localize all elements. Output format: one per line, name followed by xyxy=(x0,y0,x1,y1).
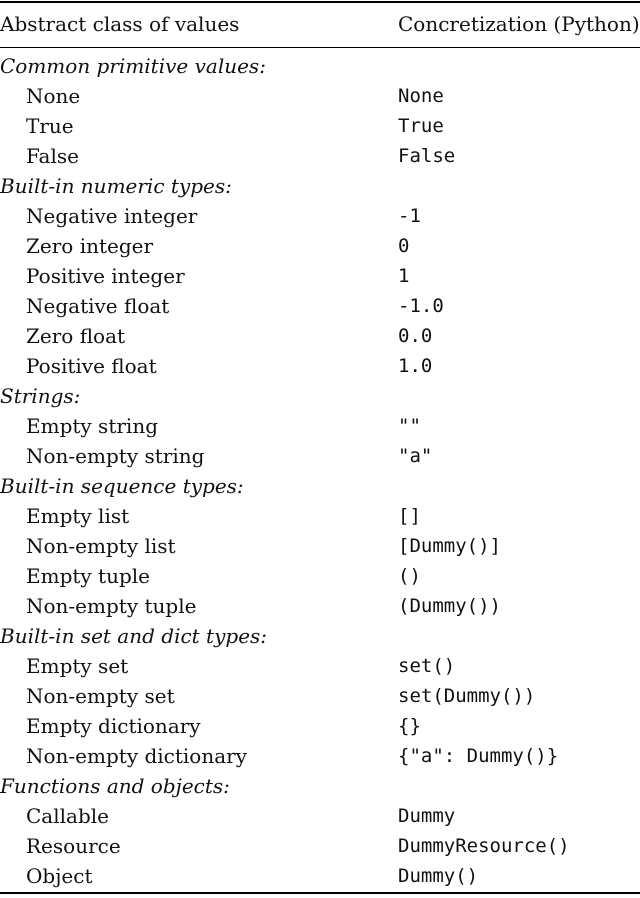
python-concretization-code: -1 xyxy=(398,205,421,227)
python-concretization-code: DummyResource() xyxy=(398,835,570,857)
table-bottom-rule xyxy=(0,892,640,894)
table-row xyxy=(0,291,640,321)
python-concretization-code: () xyxy=(398,565,421,587)
python-concretization-code: (Dummy()) xyxy=(398,595,501,617)
value-class-label: Negative integer xyxy=(26,204,198,228)
table-header-rule xyxy=(0,47,640,48)
python-concretization-code: Dummy xyxy=(398,805,456,827)
value-class-label: Callable xyxy=(26,804,109,828)
table-top-rule xyxy=(0,1,640,3)
python-concretization-code: None xyxy=(398,85,444,107)
category-row xyxy=(0,51,640,81)
table-row xyxy=(0,591,640,621)
table-row xyxy=(0,861,640,891)
python-concretization-code: True xyxy=(398,115,444,137)
value-class-label: Positive float xyxy=(26,354,157,378)
value-class-label: Negative float xyxy=(26,294,170,318)
value-class-label: Zero integer xyxy=(26,234,154,258)
table-row xyxy=(0,801,640,831)
value-class-label: Empty dictionary xyxy=(26,714,201,738)
python-concretization-code: -1.0 xyxy=(398,295,444,317)
value-class-label: Non-empty list xyxy=(26,534,176,558)
table-row xyxy=(0,711,640,741)
table-row xyxy=(0,441,640,471)
category-row xyxy=(0,621,640,651)
table-row xyxy=(0,141,640,171)
table-row xyxy=(0,261,640,291)
value-class-label: None xyxy=(26,84,81,108)
python-concretization-code: 1 xyxy=(398,265,410,287)
table-row xyxy=(0,831,640,861)
table-row xyxy=(0,681,640,711)
python-concretization-code: 0 xyxy=(398,235,410,257)
value-class-label: Empty set xyxy=(26,654,129,678)
table-row xyxy=(0,81,640,111)
value-class-label: Non-empty dictionary xyxy=(26,744,248,768)
category-title: Common primitive values: xyxy=(0,54,266,78)
table-row xyxy=(0,741,640,771)
value-class-label: Empty tuple xyxy=(26,564,151,588)
value-class-label: Object xyxy=(26,864,93,888)
python-concretization-code: {"a": Dummy()} xyxy=(398,745,559,767)
category-title: Built-in set and dict types: xyxy=(0,624,268,648)
python-concretization-code: [] xyxy=(398,505,421,527)
python-concretization-code: 1.0 xyxy=(398,355,433,377)
python-concretization-code: Dummy() xyxy=(398,865,479,887)
category-row xyxy=(0,171,640,201)
header-col-abstract-class: Abstract class of values xyxy=(0,12,240,36)
table-row xyxy=(0,651,640,681)
table-row xyxy=(0,111,640,141)
value-class-label: Non-empty string xyxy=(26,444,205,468)
table-row xyxy=(0,501,640,531)
value-class-label: True xyxy=(26,114,74,138)
python-concretization-code: 0.0 xyxy=(398,325,433,347)
table-row xyxy=(0,411,640,441)
table-row xyxy=(0,351,640,381)
python-concretization-code: set() xyxy=(398,655,456,677)
python-concretization-code: "" xyxy=(398,415,421,437)
value-class-label: Non-empty tuple xyxy=(26,594,197,618)
python-concretization-code: {} xyxy=(398,715,421,737)
python-concretization-code: set(Dummy()) xyxy=(398,685,536,707)
category-title: Built-in sequence types: xyxy=(0,474,244,498)
table-row xyxy=(0,321,640,351)
category-title: Built-in numeric types: xyxy=(0,174,232,198)
category-row xyxy=(0,381,640,411)
table-row xyxy=(0,201,640,231)
table-row xyxy=(0,561,640,591)
value-class-label: Empty list xyxy=(26,504,130,528)
header-col-concretization: Concretization (Python) xyxy=(398,12,640,36)
category-row xyxy=(0,471,640,501)
value-class-label: Resource xyxy=(26,834,121,858)
python-concretization-code: [Dummy()] xyxy=(398,535,501,557)
category-row xyxy=(0,771,640,801)
python-concretization-code: False xyxy=(398,145,456,167)
value-class-label: Non-empty set xyxy=(26,684,175,708)
table-row xyxy=(0,231,640,261)
value-class-label: False xyxy=(26,144,79,168)
python-concretization-code: "a" xyxy=(398,445,433,467)
table-row xyxy=(0,531,640,561)
category-title: Functions and objects: xyxy=(0,774,230,798)
value-class-label: Empty string xyxy=(26,414,159,438)
category-title: Strings: xyxy=(0,384,81,408)
value-class-label: Zero float xyxy=(26,324,126,348)
value-class-label: Positive integer xyxy=(26,264,185,288)
